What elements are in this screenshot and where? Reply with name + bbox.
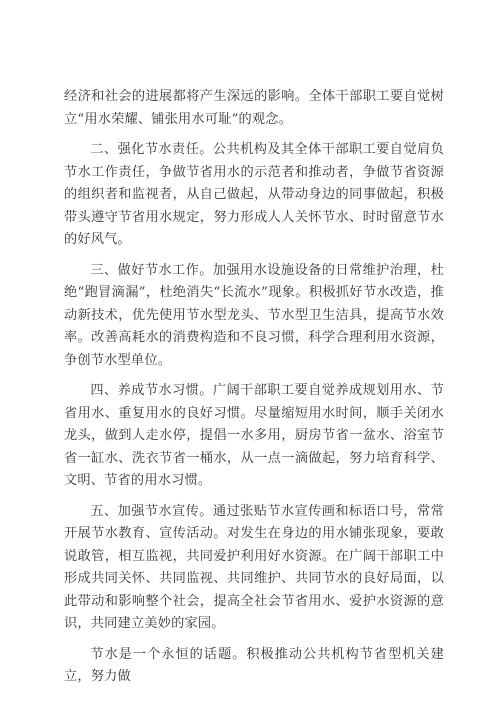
- paragraph-1: 经济和社会的进展都将产生深远的影响。全体干部职工要自觉树立“用水荣耀、铺张用水可耻”的观念。: [64, 89, 444, 127]
- paragraph-4: 四、养成节水习惯。广阔干部职工要自觉养成规划用水、节省用水、重复用水的良好习惯。尽量缩短用水时间，顺手关闭水龙头，做到人走水停，提倡一水多用，厨房节省一盆水、浴室节省一缸水、洗衣节省一桶水，从一点一滴做起，努力培育科学、文明、节省的用水习惯。: [64, 383, 444, 488]
- document-page: [64, 86, 444, 697]
- paragraph-6: 节水是一个永恒的话题。积极推动公共机构节省型机关建立，努力做: [64, 646, 444, 684]
- paragraph-2: 二、强化节水责任。公共机构及其全体干部职工要自觉肩负节水工作责任，争做节省用水的示范者和推动者，争做节省资源的组织者和监视者，从自己做起，从带动身边的同事做起，积极带头遵守节省用水规定，努力形成人人关怀节水、时时留意节水的好风气。: [64, 142, 444, 247]
- paragraph-5: 五、加强节水宣传。通过张贴节水宣传画和标语口号，常常开展节水教育、宣传活动。对发生在身边的用水铺张现象，要敢说敢管，相互监视，共同爱护利用好水资源。在广阔干部职工中形成共同关怀、共同监视、共同维护、共同节水的良好局面，以此带动和影响整个社会，提高全社会节省用水、爱护水资源的意识，共同建立美妙的家园。: [64, 503, 444, 631]
- paragraph-3: 三、做好节水工作。加强用水设施设备的日常维护治理，杜绝“跑冒滴漏”，杜绝消失“长流水”现象。积极抓好节水改造，推动新技术，优先使用节水型龙头、节水型卫生洁具，提高节水效率。改善高耗水的消费构造和不良习惯，科学合理利用水资源，争创节水型单位。: [64, 262, 444, 368]
